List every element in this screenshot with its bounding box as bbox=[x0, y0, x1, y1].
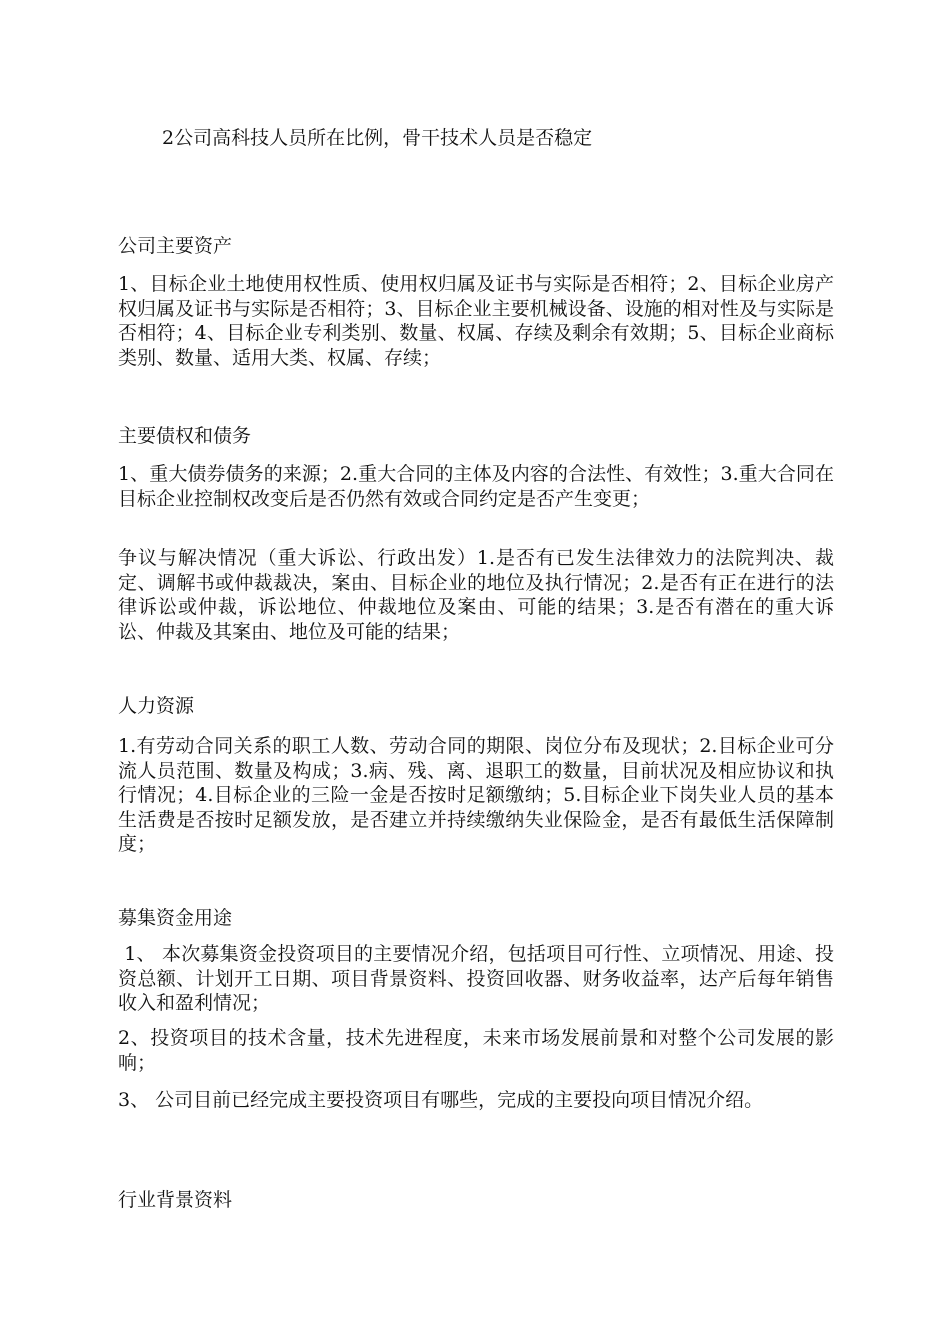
paragraph-hr: 1.有劳动合同关系的职工人数、劳动合同的期限、岗位分布及现状；2.目标企业可分流人员范围、数量及构成；3.病、残、离、退职工的数量，目前状况及相应协议和执行情况；4.目标企业的三险一金是否按时足额缴纳；5.目标企业下岗失业人员的基本生活费是否按时足额发放，是否建立并持续缴纳失业保险金，是否有最低生活保障制度； bbox=[118, 735, 834, 855]
paragraph-disputes: 争议与解决情况（重大诉讼、行政出发）1.是否有已发生法律效力的法院判决、裁定、调解书或仲裁裁决，案由、目标企业的地位及执行情况；2.是否有正在进行的法律诉讼或仲裁，诉讼地位、仲裁地位及案由、可能的结果；3.是否有潜在的重大诉讼、仲裁及其案由、地位及可能的结果； bbox=[118, 547, 834, 643]
section-title-debts: 主要债权和债务 bbox=[118, 425, 252, 447]
paragraph-funds-1: 1、 本次募集资金投资项目的主要情况介绍，包括项目可行性、立项情况、用途、投资总额、计划开工日期、项目背景资料、投资回收器、财务收益率，达产后每年销售收入和盈利情况； bbox=[118, 943, 834, 1014]
paragraph-assets: 1、目标企业土地使用权性质、使用权归属及证书与实际是否相符；2、目标企业房产权归属及证书与实际是否相符；3、目标企业主要机械设备、设施的相对性及与实际是否相符；4、目标企业专利类别、数量、权属、存续及剩余有效期；5、目标企业商标类别、数量、适用大类、权属、存续； bbox=[118, 273, 834, 369]
section-title-hr: 人力资源 bbox=[118, 695, 195, 717]
section-title-funds: 募集资金用途 bbox=[118, 907, 233, 929]
intro-line: 2公司高科技人员所在比例，骨干技术人员是否稳定 bbox=[162, 127, 593, 149]
section-title-assets: 公司主要资产 bbox=[118, 235, 233, 257]
paragraph-funds-2: 2、投资项目的技术含量，技术先进程度，未来市场发展前景和对整个公司发展的影响； bbox=[118, 1027, 834, 1074]
section-title-industry: 行业背景资料 bbox=[118, 1189, 233, 1211]
paragraph-funds-3: 3、 公司目前已经完成主要投资项目有哪些，完成的主要投向项目情况介绍。 bbox=[118, 1089, 764, 1111]
paragraph-debts: 1、重大债券债务的来源；2.重大合同的主体及内容的合法性、有效性；3.重大合同在目标企业控制权改变后是否仍然有效或合同约定是否产生变更； bbox=[118, 463, 834, 510]
